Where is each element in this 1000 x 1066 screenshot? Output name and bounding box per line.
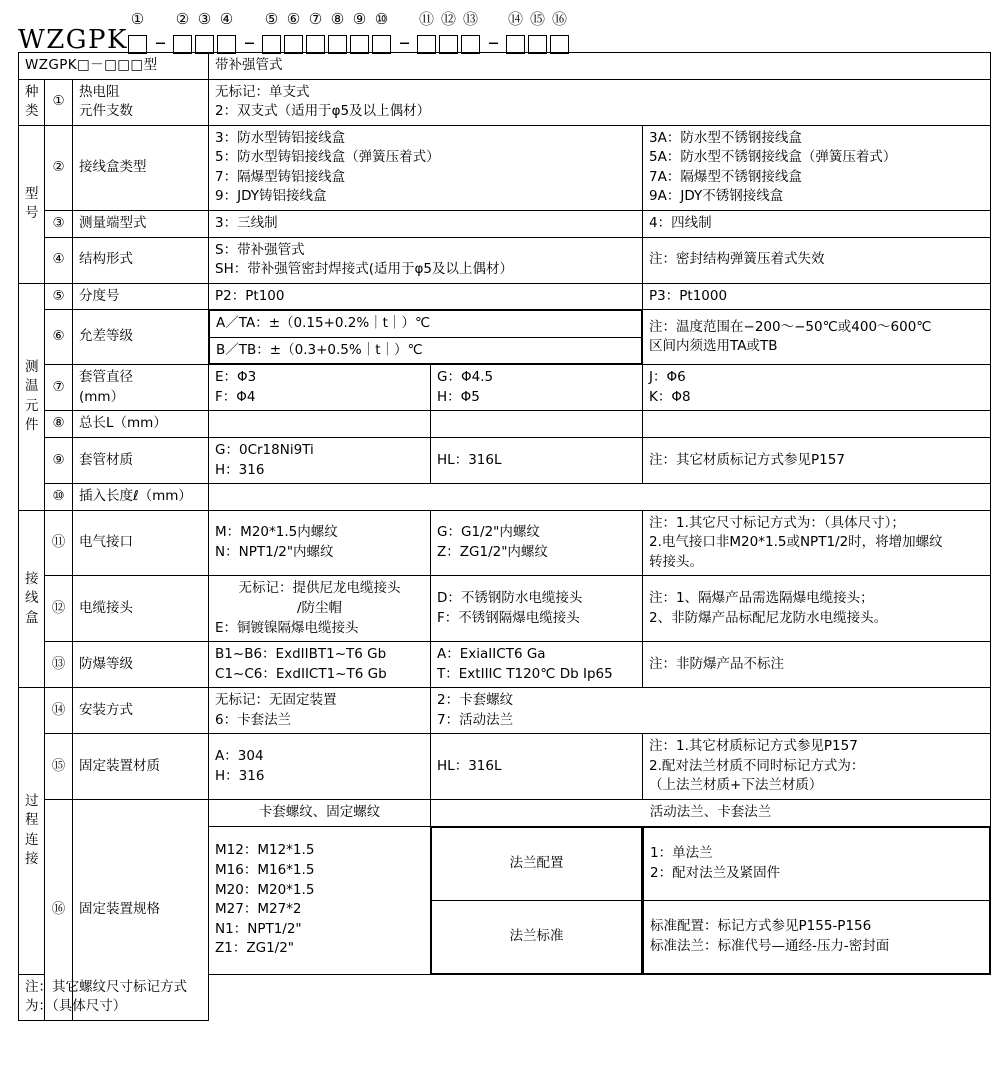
table-row [19, 688, 991, 734]
code-slot-number: ⑥ [286, 10, 301, 28]
code-slot-⑯ [550, 10, 569, 54]
thread-note: 注：其它螺纹尺寸标记方式为：（具体尺寸） [19, 974, 209, 1020]
code-slot-number: ⑫ [440, 10, 456, 28]
param-value-13-c2: A：ExiaIICT6 Ga T：ExtIIIC T120℃ Db Ip65 [431, 642, 643, 688]
index-4: ④ [45, 237, 73, 283]
table-row [19, 974, 991, 1020]
index-10: ⑩ [45, 484, 73, 511]
code-slot-① [128, 10, 147, 54]
param-name-6: 允差等级 [73, 310, 209, 365]
flange-standard-values: 标准配置：标记方式参见P155-P156 标准法兰：标准代号—通经-压力-密封面 [644, 900, 990, 973]
code-slot-⑮ [528, 10, 547, 54]
param-value-9-c3: 注：其它材质标记方式参见P157 [643, 438, 991, 484]
table-row [19, 365, 991, 411]
flange-label-column [431, 826, 643, 974]
table-row [19, 642, 991, 688]
param-name-1: 热电阻 元件支数 [73, 79, 209, 125]
param-value-9-c2: HL：316L [431, 438, 643, 484]
code-slot-number: ① [130, 10, 145, 28]
param-value-6-right: 注：温度范围在−200～−50℃或400～600℃ 区间内须选用TA或TB [643, 310, 991, 365]
group-label-junction: 接线盒 [19, 510, 45, 688]
code-slot-number: ⑯ [551, 10, 567, 28]
param-name-16: 固定装置规格 [73, 800, 209, 1021]
param-name-2: 接线盒类型 [73, 125, 209, 210]
code-slot-⑦ [306, 10, 325, 54]
param-value-12-c2: D：不锈钢防水电缆接头 F：不锈钢隔爆电缆接头 [431, 576, 643, 642]
table-header-row [19, 53, 991, 80]
model-code-prefix: WZGPK [18, 25, 128, 55]
group-label-sensing: 测温元件 [19, 283, 45, 510]
index-6: ⑥ [45, 310, 73, 365]
param-name-7: 套管直径 (mm） [73, 365, 209, 411]
code-slot-number: ⑨ [352, 10, 367, 28]
param-name-11: 电气接口 [73, 510, 209, 576]
code-slot-number: ⑧ [330, 10, 345, 28]
flange-config-values: 1：单法兰 2：配对法兰及紧固件 [644, 827, 990, 900]
table-row [19, 125, 991, 210]
table-row [19, 510, 991, 576]
flange-value-column [643, 826, 991, 974]
code-slot-⑭ [506, 10, 525, 54]
code-slot-② [173, 10, 192, 54]
param-name-15: 固定装置材质 [73, 734, 209, 800]
table-row [19, 800, 991, 827]
group-label-model: 型号 [19, 125, 45, 283]
index-2: ② [45, 125, 73, 210]
model-code-diagram [0, 0, 1000, 55]
code-slot-④ [217, 10, 236, 54]
param-value-7-c1: E：Φ3 F：Φ4 [209, 365, 431, 411]
param-value-13-c3: 注：非防爆产品不标注 [643, 642, 991, 688]
group-label-process: 过程连接 [19, 688, 45, 974]
index-9: ⑨ [45, 438, 73, 484]
index-13: ⑬ [45, 642, 73, 688]
code-separator: – [154, 30, 166, 55]
param-value-15-c2: HL：316L [431, 734, 643, 800]
param-name-9: 套管材质 [73, 438, 209, 484]
index-1: ① [45, 79, 73, 125]
flange-config-label: 法兰配置 [432, 827, 642, 900]
param-value-3-right: 4：四线制 [643, 210, 991, 237]
code-slot-⑤ [262, 10, 281, 54]
header-model-cell: WZGPK□－□□□型 [19, 53, 209, 80]
param-value-5-left: P2：Pt100 [209, 283, 643, 310]
table-row [19, 484, 991, 511]
code-slot-number: ⑤ [264, 10, 279, 28]
index-16: ⑯ [45, 800, 73, 1021]
code-separator: – [243, 30, 255, 55]
code-slot-number: ③ [197, 10, 212, 28]
code-slot-number: ④ [219, 10, 234, 28]
header-description-cell: 带补强管式 [209, 53, 991, 80]
param-value-15-c3: 注：1.其它材质标记方式参见P157 2.配对法兰材质不同时标记方式为： （上法兰材质+下法兰材质） [643, 734, 991, 800]
param-value-4-right: 注：密封结构弹簧压着式失效 [643, 237, 991, 283]
code-slot-⑫ [439, 10, 458, 54]
index-8: ⑧ [45, 411, 73, 438]
model-code-line [18, 8, 1000, 54]
code-separator: – [398, 30, 410, 55]
param-value-12-c3: 注：1、隔爆产品需选隔爆电缆接头； 2、非防爆产品标配尼龙防水电缆接头。 [643, 576, 991, 642]
table-row [19, 576, 991, 642]
param-value-3-left: 3：三线制 [209, 210, 643, 237]
param-value-8-c1 [209, 411, 431, 438]
table-row [19, 438, 991, 484]
param-name-12: 电缆接头 [73, 576, 209, 642]
param-value-11-c3: 注：1.其它尺寸标记方式为：（具体尺寸）； 2.电气接口非M20*1.5或NPT1/2时，将增加螺纹 转接头。 [643, 510, 991, 576]
table-row [19, 734, 991, 800]
index-5: ⑤ [45, 283, 73, 310]
table-row [19, 310, 991, 365]
code-slot-number: ⑭ [507, 10, 523, 28]
param-value-8-c3 [643, 411, 991, 438]
code-slot-③ [195, 10, 214, 54]
param-value-4-left: S：带补强管式 SH：带补强管密封焊接式(适用于φ5及以上偶材） [209, 237, 643, 283]
param-name-5: 分度号 [73, 283, 209, 310]
group-label-kind: 种类 [19, 79, 45, 125]
param-name-4: 结构形式 [73, 237, 209, 283]
spec-subheader-threads: 卡套螺纹、固定螺纹 [209, 800, 431, 827]
code-slot-number: ⑦ [308, 10, 323, 28]
param-value-14-c1: 无标记：无固定装置 6：卡套法兰 [209, 688, 431, 734]
param-name-8: 总长L（mm） [73, 411, 209, 438]
code-slot-⑬ [461, 10, 480, 54]
code-slot-number: ⑮ [529, 10, 545, 28]
code-slot-⑧ [328, 10, 347, 54]
code-separator: – [487, 30, 499, 55]
param-name-10: 插入长度ℓ（mm） [73, 484, 209, 511]
specification-table [18, 52, 991, 1021]
index-15: ⑮ [45, 734, 73, 800]
param-value-7-c2: G：Φ4.5 H：Φ5 [431, 365, 643, 411]
index-3: ③ [45, 210, 73, 237]
table-row [19, 237, 991, 283]
param-value-11-c2: G：G1/2"内螺纹 Z：ZG1/2"内螺纹 [431, 510, 643, 576]
param-value-10 [209, 484, 991, 511]
code-slot-⑨ [350, 10, 369, 54]
table-row [19, 210, 991, 237]
param-value-13-c1: B1~B6：ExdIIBT1~T6 Gb C1~C6：ExdIICT1~T6 Gb [209, 642, 431, 688]
param-value-11-c1: M：M20*1.5内螺纹 N：NPT1/2"内螺纹 [209, 510, 431, 576]
index-7: ⑦ [45, 365, 73, 411]
spec-subheader-flanges: 活动法兰、卡套法兰 [431, 800, 991, 827]
code-slot-⑪ [417, 10, 436, 54]
index-12: ⑫ [45, 576, 73, 642]
code-slot-number: ⑩ [374, 10, 389, 28]
param-value-6-left [209, 310, 643, 365]
param-value-12-c1: 无标记：提供尼龙电缆接头 /防尘帽 E：铜镀镍隔爆电缆接头 [209, 576, 431, 642]
code-slot-⑥ [284, 10, 303, 54]
table-row [19, 283, 991, 310]
param-value-8-c2 [431, 411, 643, 438]
param-value-15-c1: A：304 H：316 [209, 734, 431, 800]
param-value-9-c1: G：0Cr18Ni9Ti H：316 [209, 438, 431, 484]
param-value-7-c3: J：Φ6 K：Φ8 [643, 365, 991, 411]
thread-spec-list: M12：M12*1.5 M16：M16*1.5 M20：M20*1.5 M27：M27*2 N1：NPT1/2" Z1：ZG1/2" [209, 826, 431, 974]
param-value-14-c2: 2：卡套螺纹 7：活动法兰 [431, 688, 991, 734]
param-name-13: 防爆等级 [73, 642, 209, 688]
code-slot-number: ⑬ [462, 10, 478, 28]
tolerance-class-b: B／TB：±（0.3+0.5%｜t｜）℃ [210, 337, 642, 364]
tolerance-class-a: A／TA：±（0.15+0.2%｜t｜）℃ [210, 311, 642, 338]
index-11: ⑪ [45, 510, 73, 576]
param-value-1: 无标记：单支式 2：双支式（适用于φ5及以上偶材） [209, 79, 991, 125]
code-slot-⑩ [372, 10, 391, 54]
index-14: ⑭ [45, 688, 73, 734]
param-value-5-right: P3：Pt1000 [643, 283, 991, 310]
param-name-3: 测量端型式 [73, 210, 209, 237]
flange-standard-label: 法兰标准 [432, 900, 642, 973]
table-row [19, 411, 991, 438]
param-value-2-left: 3：防水型铸铝接线盒 5：防水型铸铝接线盒（弹簧压着式） 7：隔爆型铸铝接线盒 9：JDY铸铝接线盒 [209, 125, 643, 210]
param-value-2-right: 3A：防水型不锈钢接线盒 5A：防水型不锈钢接线盒（弹簧压着式） 7A：隔爆型不锈钢接线盒 9A：JDY不锈钢接线盒 [643, 125, 991, 210]
code-slot-number: ⑪ [418, 10, 434, 28]
table-row [19, 79, 991, 125]
param-name-14: 安装方式 [73, 688, 209, 734]
code-slot-number: ② [175, 10, 190, 28]
